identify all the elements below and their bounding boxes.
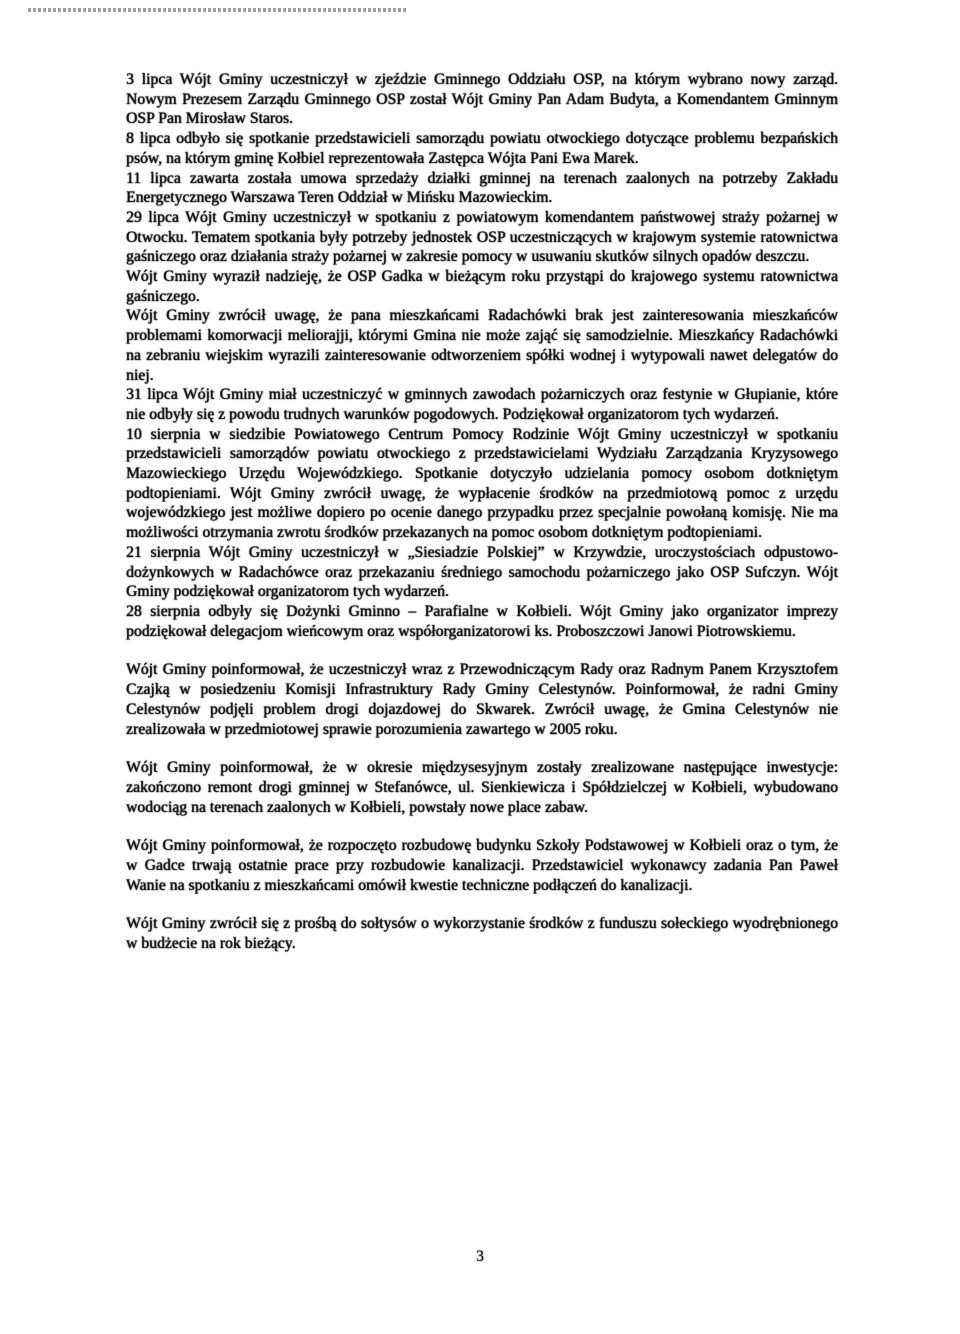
paragraph: Wójt Gminy wyraził nadzieję, że OSP Gadka w bieżącym roku przystąpi do krajowego systemu ratownictwa gaśniczego. — [126, 268, 838, 305]
paragraph: 31 lipca Wójt Gminy miał uczestniczyć w gminnych zawodach pożarniczych oraz festynie w Głupianie, które nie odbyły się z powodu trudnych warunków pogodowych. Podziękował organizatorom tych wydarzeń. — [126, 386, 838, 423]
paragraph: 21 sierpnia Wójt Gminy uczestniczył w „Siesiadzie Polskiej” w Krzywdzie, uroczystościach odpustowo-dożynkowych w Radachówce oraz przekazaniu średniego samochodu pożarniczego jako OSP Sufczyn. Wójt Gminy podziękował organizatorom tych wydarzeń. — [126, 543, 838, 601]
paragraph: 29 lipca Wójt Gminy uczestniczył w spotkaniu z powiatowym komendantem państwowej straży pożarnej w Otwocku. Tematem spotkania były potrzeby jednostek OSP uczestniczących w krajowym systemie ratownictwa gaśniczego oraz działania straży pożarnej w zakresie pomocy w usuwaniu skutków silnych opadów deszczu. — [126, 208, 838, 266]
paragraph: 3 lipca Wójt Gminy uczestniczył w zjeździe Gminnego Oddziału OSP, na którym wybrano nowy zarząd. Nowym Prezesem Zarządu Gminnego OSP został Wójt Gminy Pan Adam Budyta, a Komendantem Gminnym OSP Pan Mirosław Staros. — [126, 71, 838, 128]
paragraph: 8 lipca odbyło się spotkanie przedstawicieli samorządu powiatu otwockiego dotyczące problemu bezpańskich psów, na którym gminę Kołbiel reprezentowała Zastępca Wójta Pani Ewa Marek. — [126, 130, 838, 167]
paragraph: 28 sierpnia odbyły się Dożynki Gminno – Parafialne w Kołbieli. Wójt Gminy jako organizator imprezy podziękował delegacjom wieńcowym oraz współorganizatorowi ks. Proboszczowi Janowi Piotrowskiemu. — [126, 602, 838, 640]
page-number: 3 — [476, 1248, 484, 1265]
scan-header-noise — [28, 8, 408, 12]
paragraph: 11 lipca zawarta została umowa sprzedaży działki gminnej na terenach zaalonych na potrzeby Zakładu Energetycznego Warszawa Teren Oddział w Mińsku Mazowieckim. — [126, 169, 838, 207]
document-body — [126, 70, 838, 954]
paragraph: 10 sierpnia w siedzibie Powiatowego Centrum Pomocy Rodzinie Wójt Gminy uczestniczył w spotkaniu przedstawicieli samorządów powiatu otwockiego z przedstawicielami Wydziału Zarządzania Kryzysowego Mazowieckiego Urzędu Wojewódzkiego. Spotkanie dotyczyło udzielania pomocy osobom dotkniętym podtopieniami. Wójt Gminy zwrócił uwagę, że wypłacenie środków na przedmiotową pomoc z urzędu wojewódzkiego jest możliwe dopiero po ocenie danego przypadku przez specjalnie powołaną komisję. Nie ma możliwości otrzymania zwrotu środków przekazanych na pomoc osobom dotkniętym podtopieniami. — [126, 425, 838, 542]
paragraph: Wójt Gminy zwrócił się z prośbą do sołtysów o wykorzystanie środków z funduszu sołeckiego wyodrębnionego w budżecie na rok bieżący. — [126, 915, 838, 953]
paragraph: Wójt Gminy poinformował, że rozpoczęto rozbudowę budynku Szkoły Podstawowej w Kołbieli oraz o tym, że w Gadce trwają ostatnie prace przy rozbudowie kanalizacji. Przedstawiciel wykonawcy zadania Pan Paweł Wanie na spotkaniu z mieszkańcami omówił kwestie techniczne podłączeń do kanalizacji. — [126, 837, 838, 894]
paragraph: Wójt Gminy zwrócił uwagę, że pana mieszkańcami Radachówki brak jest zainteresowania mieszkańców problemami komorwacji meliorajji, którymi Gmina nie może zająć się samodzielnie. Mieszkańcy Radachówki na zebraniu wiejskim wyrazili zainteresowanie odtworzeniem spółki wodnej i wytypowali nawet delegatów do niej. — [126, 307, 838, 384]
paragraph: Wójt Gminy poinformował, że uczestniczył wraz z Przewodniczącym Rady oraz Radnym Panem Krzysztofem Czajką w posiedzeniu Komisji Infrastruktury Rady Gminy Celestynów. Poinformował, że radni Gminy Celestynów podjęli problem drogi dojazdowej do Skwarek. Zwrócił uwagę, że Gmina Celestynów nie zrealizowała w przedmiotowej sprawie porozumienia zawartego w 2005 roku. — [126, 661, 838, 738]
paragraph: Wójt Gminy poinformował, że w okresie międzysesyjnym zostały zrealizowane następujące inwestycje: zakończono remont drogi gminnej w Stefanówce, ul. Sienkiewicza i Spółdzielczej w Kołbieli, wybudowano wodociąg na terenach zaalonych w Kołbieli, powstały nowe place zabaw. — [126, 759, 838, 816]
